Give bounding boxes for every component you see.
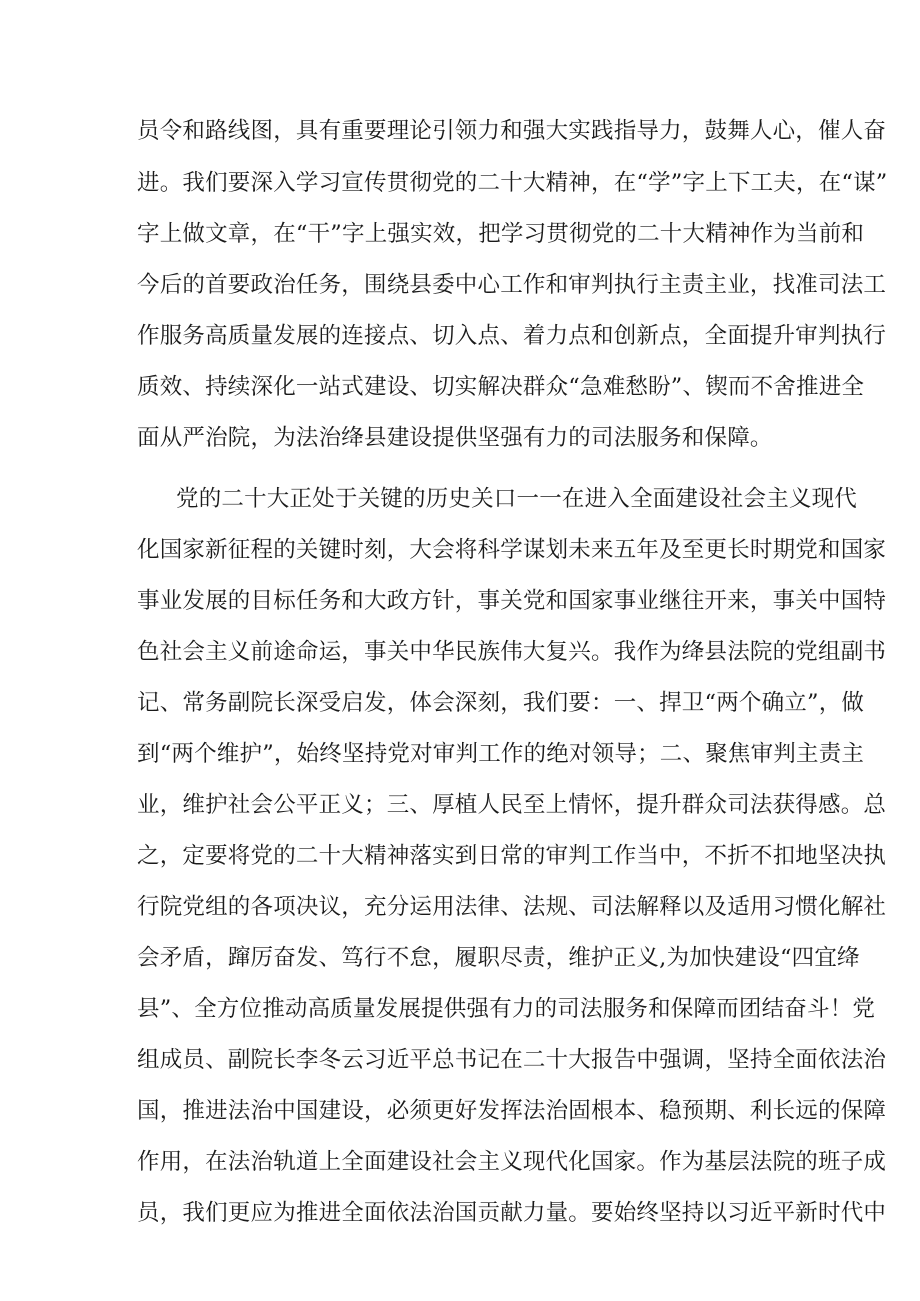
- text-line: 今后的首要政治任务，围绕县委中心工作和审判执行主责主业，找准司法工: [137, 272, 887, 298]
- text-line: 记、常务副院长深受启发，体会深刻，我们要：一、捍卫“两个确立”，做: [137, 690, 865, 716]
- text-line: 面从严治院，为法治绛县建设提供坚强有力的司法服务和保障。: [137, 425, 773, 451]
- text-line: 会矛盾，蹿厉奋发、笃行不怠，履职尽责，维护正义,为加快建设“四宜绛: [137, 945, 860, 971]
- text-line: 到“两个维护”，始终坚持党对审判工作的绝对领导；二、聚焦审判主责主: [137, 741, 865, 767]
- text-line: 党的二十大正处于关键的历史关口一一在进入全面建设社会主义现代: [176, 486, 858, 512]
- text-line: 组成员、副院长李冬云习近平总书记在二十大报告中强调，坚持全面依法治: [137, 1047, 887, 1073]
- text-line: 化国家新征程的关键时刻，大会将科学谋划未来五年及至更长时期党和国家: [137, 537, 887, 563]
- text-line: 员，我们更应为推进全面依法治国贡献力量。要始终坚持以习近平新时代中: [137, 1200, 887, 1226]
- text-line: 业，维护社会公平正义；三、厚植人民至上情怀，提升群众司法获得感。总: [137, 792, 887, 818]
- text-line: 员令和路线图，具有重要理论引领力和强大实践指导力，鼓舞人心，催人奋: [137, 118, 887, 144]
- text-line: 作服务高质量发展的连接点、切入点、着力点和创新点，全面提升审判执行: [137, 323, 887, 349]
- text-line: 之，定要将党的二十大精神落实到日常的审判工作当中，不折不扣地坚决执: [137, 843, 887, 869]
- text-line: 进。我们要深入学习宣传贯彻党的二十大精神，在“学”字上下工夫，在“谋”: [137, 170, 888, 196]
- text-line: 作用，在法治轨道上全面建设社会主义现代化国家。作为基层法院的班子成: [137, 1149, 887, 1175]
- text-line: 事业发展的目标任务和大政方针，事关党和国家事业继往开来，事关中国特: [137, 588, 887, 614]
- text-line: 行院党组的各项决议，充分运用法律、法规、司法解释以及适用习惯化解社: [137, 894, 887, 920]
- text-line: 字上做文章，在“干”字上强实效，把学习贯彻党的二十大精神作为当前和: [137, 221, 865, 247]
- text-line: 县”、全方位推动高质量发展提供强有力的司法服务和保障而团结奋斗！党: [137, 996, 876, 1022]
- text-line: 国，推进法治中国建设，必须更好发挥法治固根本、稳预期、利长远的保障: [137, 1098, 887, 1124]
- text-line: 质效、持续深化一站式建设、切实解决群众“急难愁盼”、锲而不舍推进全: [137, 374, 865, 400]
- text-line: 色社会主义前途命运，事关中华民族伟大复兴。我作为绛县法院的党组副书: [137, 639, 887, 665]
